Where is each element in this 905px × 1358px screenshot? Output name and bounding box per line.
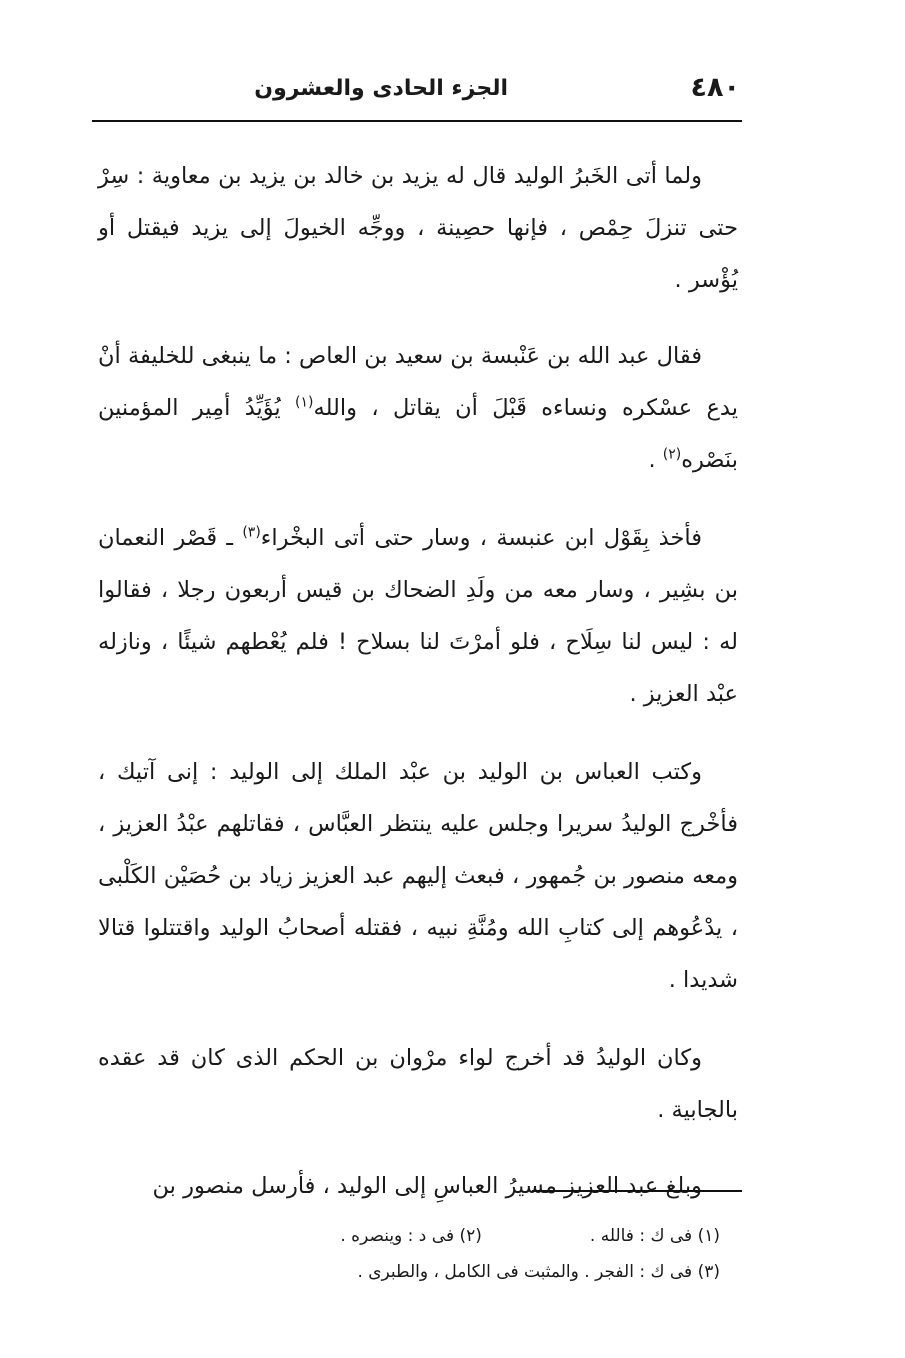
paragraph-5: وكان الوليدُ قد أخرج لواء مرْوان بن الحكم الذى كان قد عقده بالجابية . — [98, 1045, 738, 1123]
paragraph-2-text-middle: يُؤَيِّدُ أمِير المؤمنين بنَصْره — [98, 395, 738, 473]
footnote-rule — [532, 1190, 742, 1192]
paragraph-3-text-after: ـ قَصْر النعمان بن بشِير ، وسار معه من ولَدِ الضحاك بن قيس أربعون رجلا ، فقالوا له : ليس لنا سِلَاح ، فلو أمرْتَ لنا بسلاح ! فلم يُعْطهم شيئًا ، ونازله عبْد العزيز . — [98, 525, 738, 707]
footnote-1: (١) فى ك : فالله . — [589, 1226, 720, 1246]
paragraph-6: وبلغ عبد العزيز مسيرُ العباسِ إلى الوليد ، فأرسل منصور بن — [152, 1173, 702, 1199]
header-rule — [92, 120, 742, 122]
paragraph-2 — [98, 330, 738, 486]
body-text — [98, 150, 738, 1212]
paragraph-2-text-before: فقال عبد الله بن عَنْبسة بن سعيد بن العاص : ما ينبغى للخليفة أنْ يدع عسْكره ونساءه قَبْلَ أن يقاتل ، والله — [98, 343, 738, 421]
footnote-3: (٣) فى ك : الفجر . والمثبت فى الكامل ، والطبرى . — [357, 1262, 720, 1282]
paragraph-1: ولما أتى الخَبرُ الوليد قال له يزيد بن خالد بن يزيد بن معاوية : سِرْ حتى تنزلَ حِمْص ، فإنها حصِينة ، ووجِّه الخيولَ إلى يزيد فيقتل أو يُؤْسر . — [98, 163, 738, 293]
running-title: الجزء الحادى والعشرون — [254, 76, 508, 101]
footnote-line-1 — [180, 1218, 720, 1254]
footnote-ref-3: (٣) — [242, 524, 261, 541]
page-number: ٤٨٠ — [690, 72, 740, 103]
footnote-ref-1: (١) — [295, 394, 314, 411]
footnotes — [180, 1218, 720, 1290]
paragraph-3 — [98, 512, 738, 720]
footnote-ref-2: (٢) — [662, 446, 682, 463]
paragraph-2-text-after: . — [648, 447, 663, 473]
page-header — [92, 70, 740, 110]
footnote-2: (٢) فى د : وينصره . — [340, 1226, 482, 1246]
paragraph-4: وكتب العباس بن الوليد بن عبْد الملك إلى الوليد : إنى آتيك ، فأخْرج الوليدُ سريرا وجلس عليه ينتظر العبَّاس ، فقاتلهم عبْدُ العزيز ، ومعه منصور بن جُمهور ، فبعث إليهم عبد العزيز زياد بن حُصَيْن الكَلْبى ، يدْعُوهم إلى كتابِ الله ومُنَّةِ نبيه ، فقتله أصحابُ الوليد واقتتلوا قتالا شديدا . — [98, 759, 738, 993]
paragraph-3-text-before: فأخذ بِقَوْل ابن عنبسة ، وسار حتى أتى البخْراء — [260, 525, 702, 551]
